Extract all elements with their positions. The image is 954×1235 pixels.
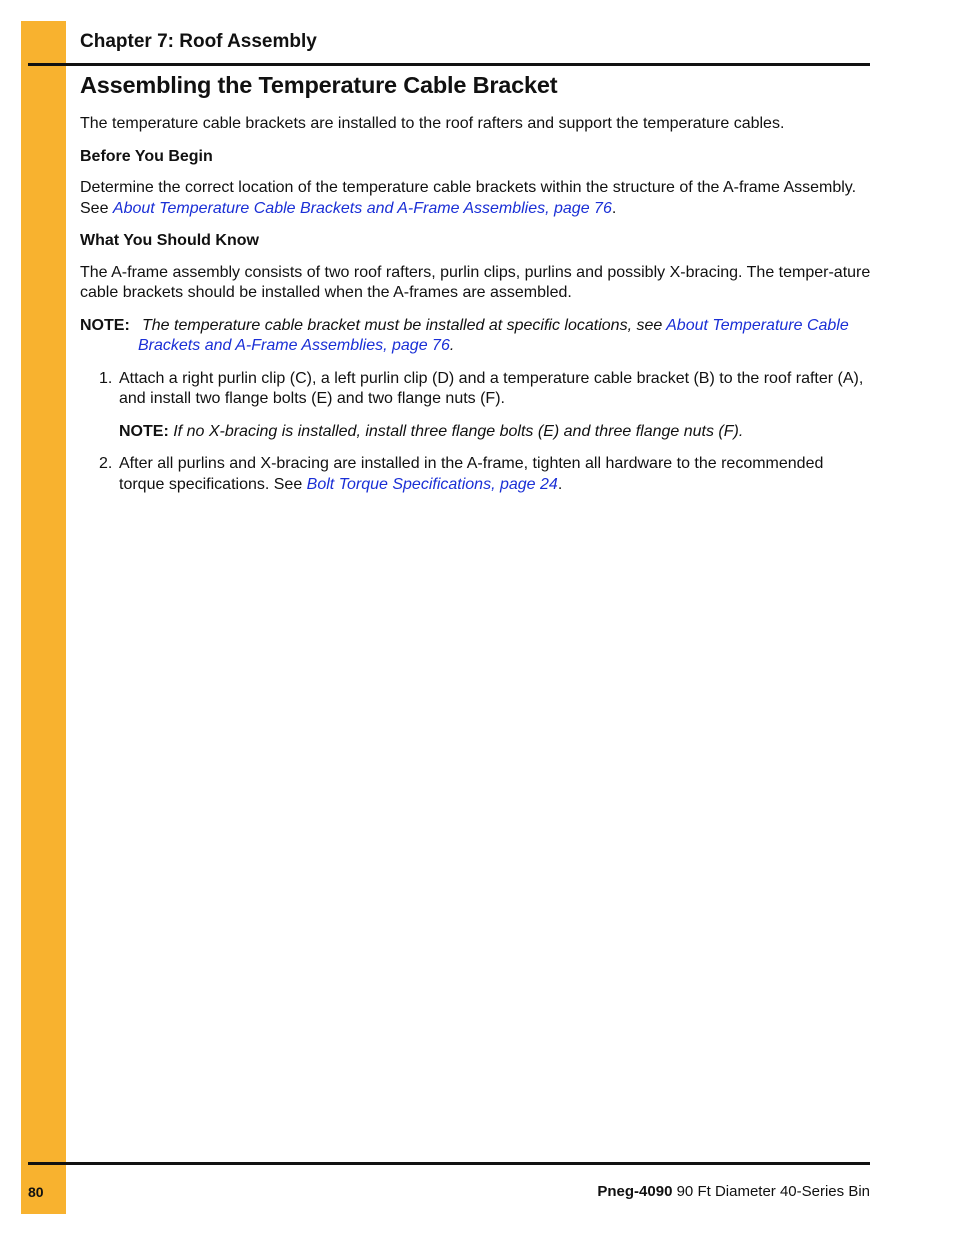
note-label: NOTE: [119, 422, 169, 440]
section-title: Assembling the Temperature Cable Bracket [80, 72, 558, 98]
note-end: . [449, 337, 455, 354]
steps-list [80, 369, 872, 496]
step-end: . [557, 475, 563, 493]
header-rule [28, 63, 870, 66]
before-you-begin-heading: Before You Begin [80, 147, 213, 165]
list-item [80, 369, 872, 443]
cross-reference-link[interactable]: About Temperature Cable Brackets and A-Frame Assemblies, page 76 [138, 316, 849, 354]
cross-reference-link[interactable]: About Temperature Cable Brackets and A-Frame Assemblies, page 76 [112, 199, 612, 217]
chapter-header: Chapter 7: Roof Assembly [80, 31, 317, 52]
note-label: NOTE: [80, 316, 130, 334]
note-text: If no X-bracing is installed, install three flange bolts (E) and three flange nuts (F). [173, 422, 744, 440]
footer-rule [28, 1162, 870, 1165]
step-text: Attach a right purlin clip (C), a left purlin clip (D) and a temperature cable bracket (B) to the roof rafter (A), and install two flange bolts (E) and two flange nuts (F). [119, 369, 864, 407]
what-you-should-know-heading: What You Should Know [80, 232, 259, 249]
before-end: . [611, 199, 617, 217]
what-you-should-know-paragraph: The A-frame assembly consists of two roof rafters, purlin clips, purlins and possibly X-bracing. The temper-ature cable brackets should be installed when the A-frames are assembled. [80, 263, 871, 301]
note [80, 316, 872, 357]
doc-id: Pneg-4090 [597, 1183, 673, 1200]
before-you-begin-paragraph [80, 178, 872, 219]
step-number: 2. [99, 455, 113, 472]
doc-title: 90 Ft Diameter 40-Series Bin [672, 1183, 870, 1200]
page-content [80, 70, 872, 507]
note-text: The temperature cable bracket must be installed at specific locations, see [142, 316, 667, 334]
page-number: 80 [28, 1184, 44, 1200]
step-note [119, 422, 872, 443]
intro-paragraph: The temperature cable brackets are installed to the roof rafters and support the temperature cables. [80, 115, 785, 132]
step-text: After all purlins and X-bracing are installed in the A-frame, tighten all hardware to the recommended torque specifications. See [119, 455, 824, 493]
yellow-side-bar [21, 21, 66, 1214]
list-item [80, 454, 872, 495]
step-number: 1. [99, 369, 113, 387]
cross-reference-link[interactable]: Bolt Torque Specifications, page 24 [306, 475, 558, 493]
footer-doc-info [597, 1183, 870, 1200]
before-text: Determine the correct location of the temperature cable brackets within the structure of the A-frame Assembly. See [80, 179, 857, 217]
